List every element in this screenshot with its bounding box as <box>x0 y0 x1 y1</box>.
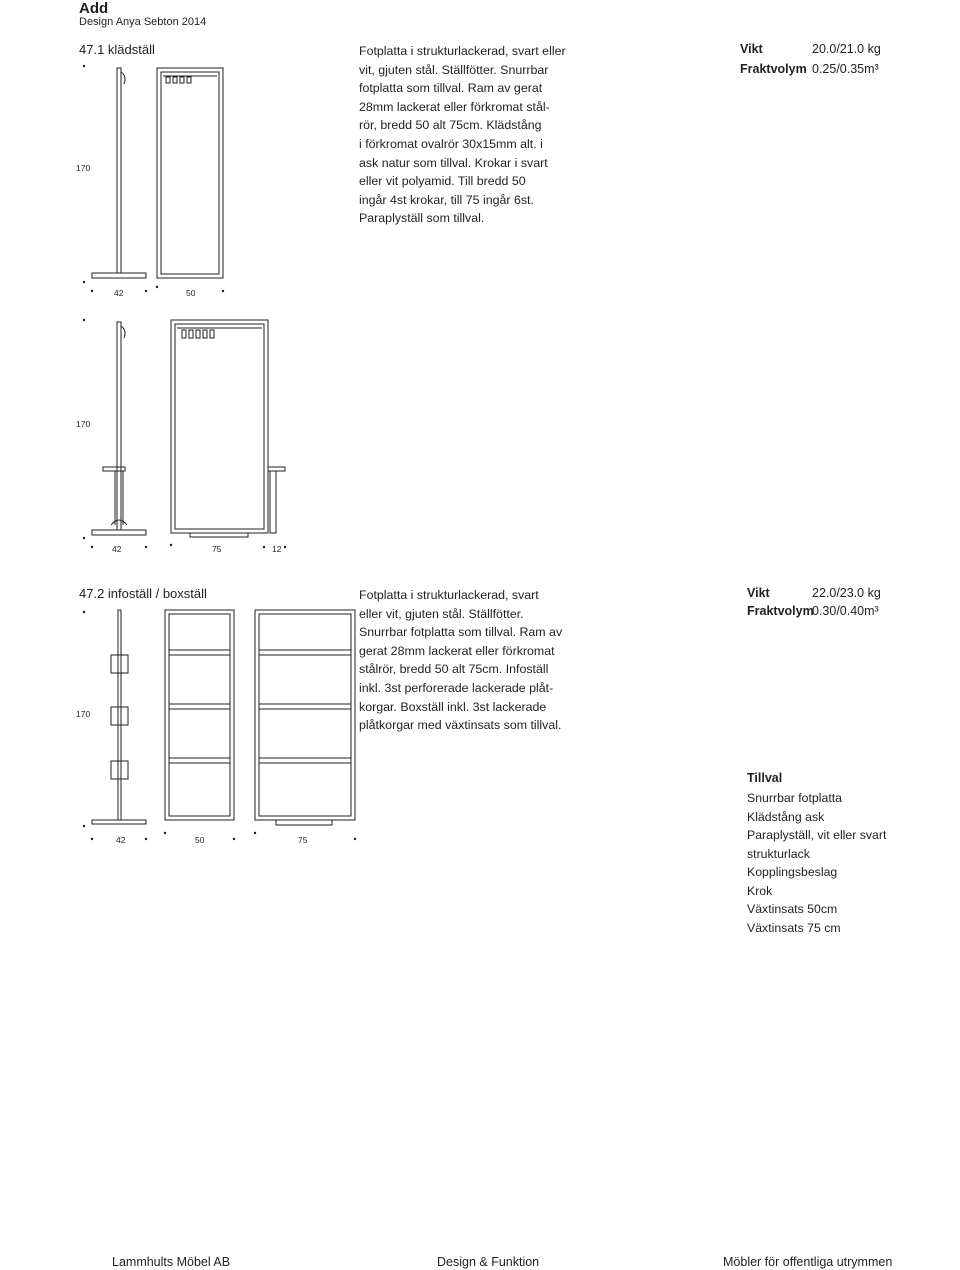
width-dimension: 12 <box>272 544 282 554</box>
hook-curve <box>121 72 125 84</box>
weight-value: 22.0/23.0 kg <box>812 586 881 600</box>
width-dimension: 42 <box>112 544 122 554</box>
description-line: plåtkorgar med växtinsats som tillval. <box>359 718 562 733</box>
height-dimension: 170 <box>76 163 91 173</box>
pole-side <box>117 68 121 273</box>
frame-front <box>157 68 223 278</box>
option-item: Växtinsats 75 cm <box>747 920 841 935</box>
weight-label: Vikt <box>740 42 763 56</box>
description-line: eller vit, gjuten stål. Ställfötter. <box>359 606 524 621</box>
footer-segment: Möbler för offentliga utrymmen <box>723 1255 893 1269</box>
volume-label: Fraktvolym <box>740 62 807 76</box>
option-item: Krok <box>747 883 773 898</box>
designer-credit: Design Anya Sebton 2014 <box>79 16 207 28</box>
option-item: Snurrbar fotplatta <box>747 791 843 805</box>
brand-name: Add <box>79 0 109 17</box>
description-line: fotplatta som tillval. Ram av gerat <box>359 81 543 96</box>
description-line: Fotplatta i strukturlackerad, svart eller <box>359 44 566 58</box>
options-title: Tillval <box>747 771 783 785</box>
footplate-front <box>276 820 332 825</box>
width-dimension: 50 <box>195 835 205 845</box>
footplate-side <box>92 273 146 278</box>
width-dimension: 75 <box>212 544 222 554</box>
width-dimension: 42 <box>114 288 124 298</box>
frame-front <box>171 320 268 533</box>
weight-value: 20.0/21.0 kg <box>812 42 881 56</box>
footer-tagline: Design & Funktion <box>437 1255 540 1269</box>
description-line: Paraplyställ som tillval. <box>359 211 485 226</box>
volume-value: 0.30/0.40m³ <box>812 604 879 618</box>
description-line: vit, gjuten stål. Ställfötter. Snurrbar <box>359 62 549 77</box>
description-line: korgar. Boxställ inkl. 3st lackerade <box>359 699 547 714</box>
dim-mark <box>83 65 85 67</box>
product-2-description <box>359 586 574 735</box>
width-dimension: 75 <box>298 835 308 845</box>
width-dimension: 50 <box>186 288 196 298</box>
weight-label: Vikt <box>747 586 770 600</box>
footplate-front <box>190 533 248 537</box>
description-line: eller vit polyamid. Till bredd 50 <box>359 174 526 189</box>
options-list <box>747 789 886 937</box>
option-item: Växtinsats 50cm <box>747 902 838 916</box>
umbrella-stand-side <box>268 467 285 471</box>
footplate-side <box>92 530 146 535</box>
basket-side <box>111 707 128 725</box>
pole-side <box>117 322 121 530</box>
volume-value: 0.25/0.35m³ <box>812 62 879 76</box>
footplate-side <box>92 820 146 824</box>
description-line: Snurrbar fotplatta som tillval. Ram av <box>359 625 563 640</box>
description-line: ingår 4st krokar, till 75 ingår 6st. <box>359 192 534 207</box>
volume-label: Fraktvolym <box>747 604 814 618</box>
width-dimension: 42 <box>116 835 126 845</box>
description-line: ask natur som tillval. Krokar i svart <box>359 155 548 170</box>
height-dimension: 170 <box>76 709 91 719</box>
option-item: strukturlack <box>747 846 810 861</box>
pole-side <box>118 610 121 820</box>
product-1-description <box>359 42 574 228</box>
hook-curve <box>121 326 125 338</box>
description-line: inkl. 3st perforerade lackerade plåt- <box>359 680 554 695</box>
description-line: i förkromat ovalrör 30x15mm alt. i <box>359 136 543 151</box>
basket-side <box>111 655 128 673</box>
basket-side <box>111 761 128 779</box>
product-1-title: 47.1 klädställ <box>79 42 155 57</box>
option-item: Kopplingsbeslag <box>747 865 838 879</box>
description-line: rör, bredd 50 alt 75cm. Klädstång <box>359 118 542 133</box>
product-2-title: 47.2 infoställ / boxställ <box>79 586 207 601</box>
option-item: Klädstång ask <box>747 809 825 824</box>
description-line: stålrör, bredd 50 alt 75cm. Infoställ <box>359 662 549 677</box>
footer-company: Lammhults Möbel AB <box>112 1255 231 1269</box>
description-line: 28mm lackerat eller förkromat stål- <box>359 99 550 114</box>
description-line: Fotplatta i strukturlackerad, svart <box>359 588 539 602</box>
option-item: Paraplyställ, vit eller svart <box>747 828 887 842</box>
frame-front-50 <box>165 610 234 820</box>
description-line: gerat 28mm lackerat eller förkromat <box>359 643 555 658</box>
frame-front-75 <box>255 610 355 820</box>
umbrella-ring <box>103 467 125 471</box>
height-dimension: 170 <box>76 419 91 429</box>
